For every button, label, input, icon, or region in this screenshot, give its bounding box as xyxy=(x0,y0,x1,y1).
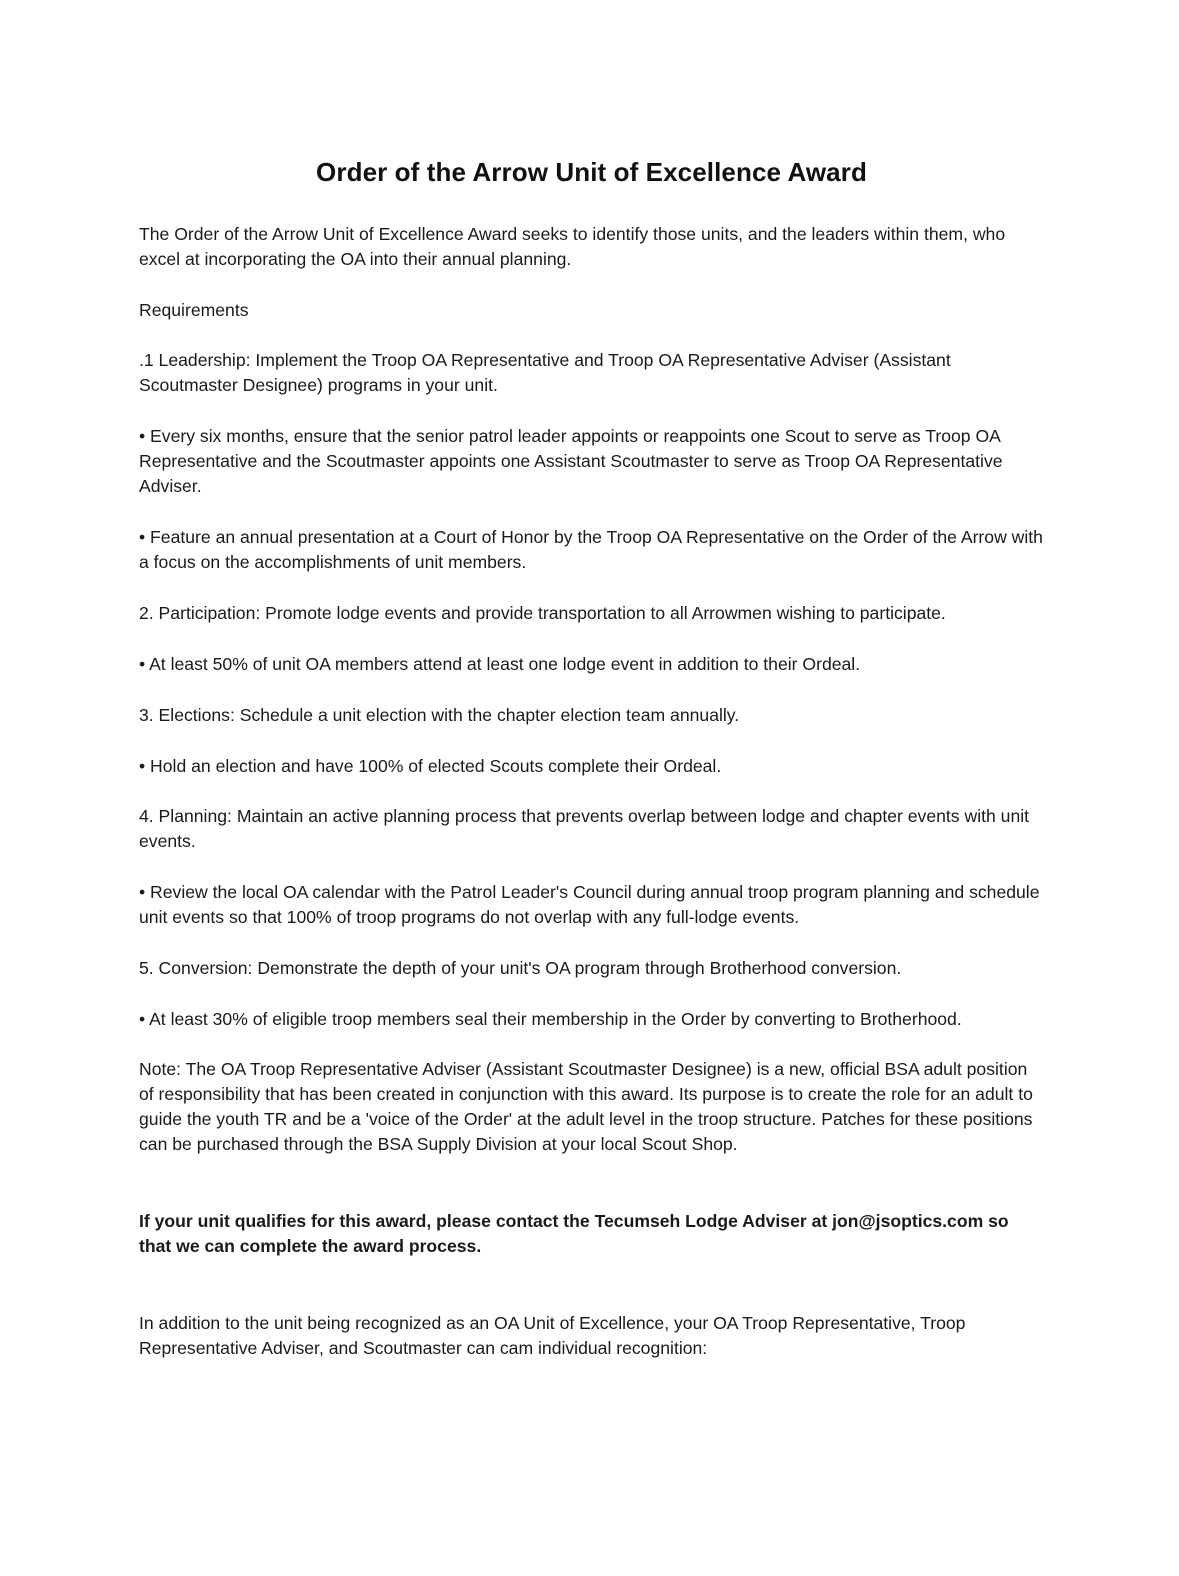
participation-bullet: • At least 50% of unit OA members attend at least one lodge event in addition to their Ordeal. xyxy=(139,654,861,674)
note-paragraph: Note: The OA Troop Representative Adviser (Assistant Scoutmaster Designee) is a new, official BSA adult position of responsibility that has been created in conjunction with this award. Its purpose is to create the role for an adult to guide the youth TR and be a 'voice of the Order' at the adult level in the troop structure. Patches for these positions can be purchased through the BSA Supply Division at your local Scout Shop. xyxy=(139,1059,1033,1154)
requirement-conversion: 5. Conversion: Demonstrate the depth of your unit's OA program through Brotherhood conversion. xyxy=(139,958,902,978)
closing-paragraph: In addition to the unit being recognized as an OA Unit of Excellence, your OA Troop Representative, Troop Representative Adviser, and Scoutmaster can cam individual recognition: xyxy=(139,1313,966,1358)
conversion-bullet: • At least 30% of eligible troop members seal their membership in the Order by converting to Brotherhood. xyxy=(139,1009,962,1029)
leadership-bullet-appoint: • Every six months, ensure that the senior patrol leader appoints or reappoints one Scout to serve as Troop OA Representative and the Scoutmaster appoints one Assistant Scoutmaster to serve as Troop OA Representative Adviser. xyxy=(139,426,1003,496)
requirement-elections: 3. Elections: Schedule a unit election with the chapter election team annually. xyxy=(139,705,740,725)
document-title: Order of the Arrow Unit of Excellence Award xyxy=(316,157,867,187)
elections-bullet: • Hold an election and have 100% of elected Scouts complete their Ordeal. xyxy=(139,756,722,776)
requirement-leadership: .1 Leadership: Implement the Troop OA Representative and Troop OA Representative Adviser (Assistant Scoutmaster Designee) programs in your unit. xyxy=(139,350,951,395)
planning-bullet: • Review the local OA calendar with the Patrol Leader's Council during annual troop program planning and schedule unit events so that 100% of troop programs do not overlap with any full-lodge events. xyxy=(139,882,1040,927)
requirements-heading: Requirements xyxy=(139,300,249,320)
requirement-planning: 4. Planning: Maintain an active planning process that prevents overlap between lodge and chapter events with unit events. xyxy=(139,806,1030,851)
contact-paragraph: If your unit qualifies for this award, please contact the Tecumseh Lodge Adviser at jon@jsoptics.com so that we can complete the award process. xyxy=(139,1211,1009,1256)
requirement-participation: 2. Participation: Promote lodge events and provide transportation to all Arrowmen wishing to participate. xyxy=(139,603,946,623)
leadership-bullet-presentation: • Feature an annual presentation at a Court of Honor by the Troop OA Representative on the Order of the Arrow with a focus on the accomplishments of unit members. xyxy=(139,527,1043,572)
intro-paragraph: The Order of the Arrow Unit of Excellence Award seeks to identify those units, and the leaders within them, who excel at incorporating the OA into their annual planning. xyxy=(139,224,1006,269)
